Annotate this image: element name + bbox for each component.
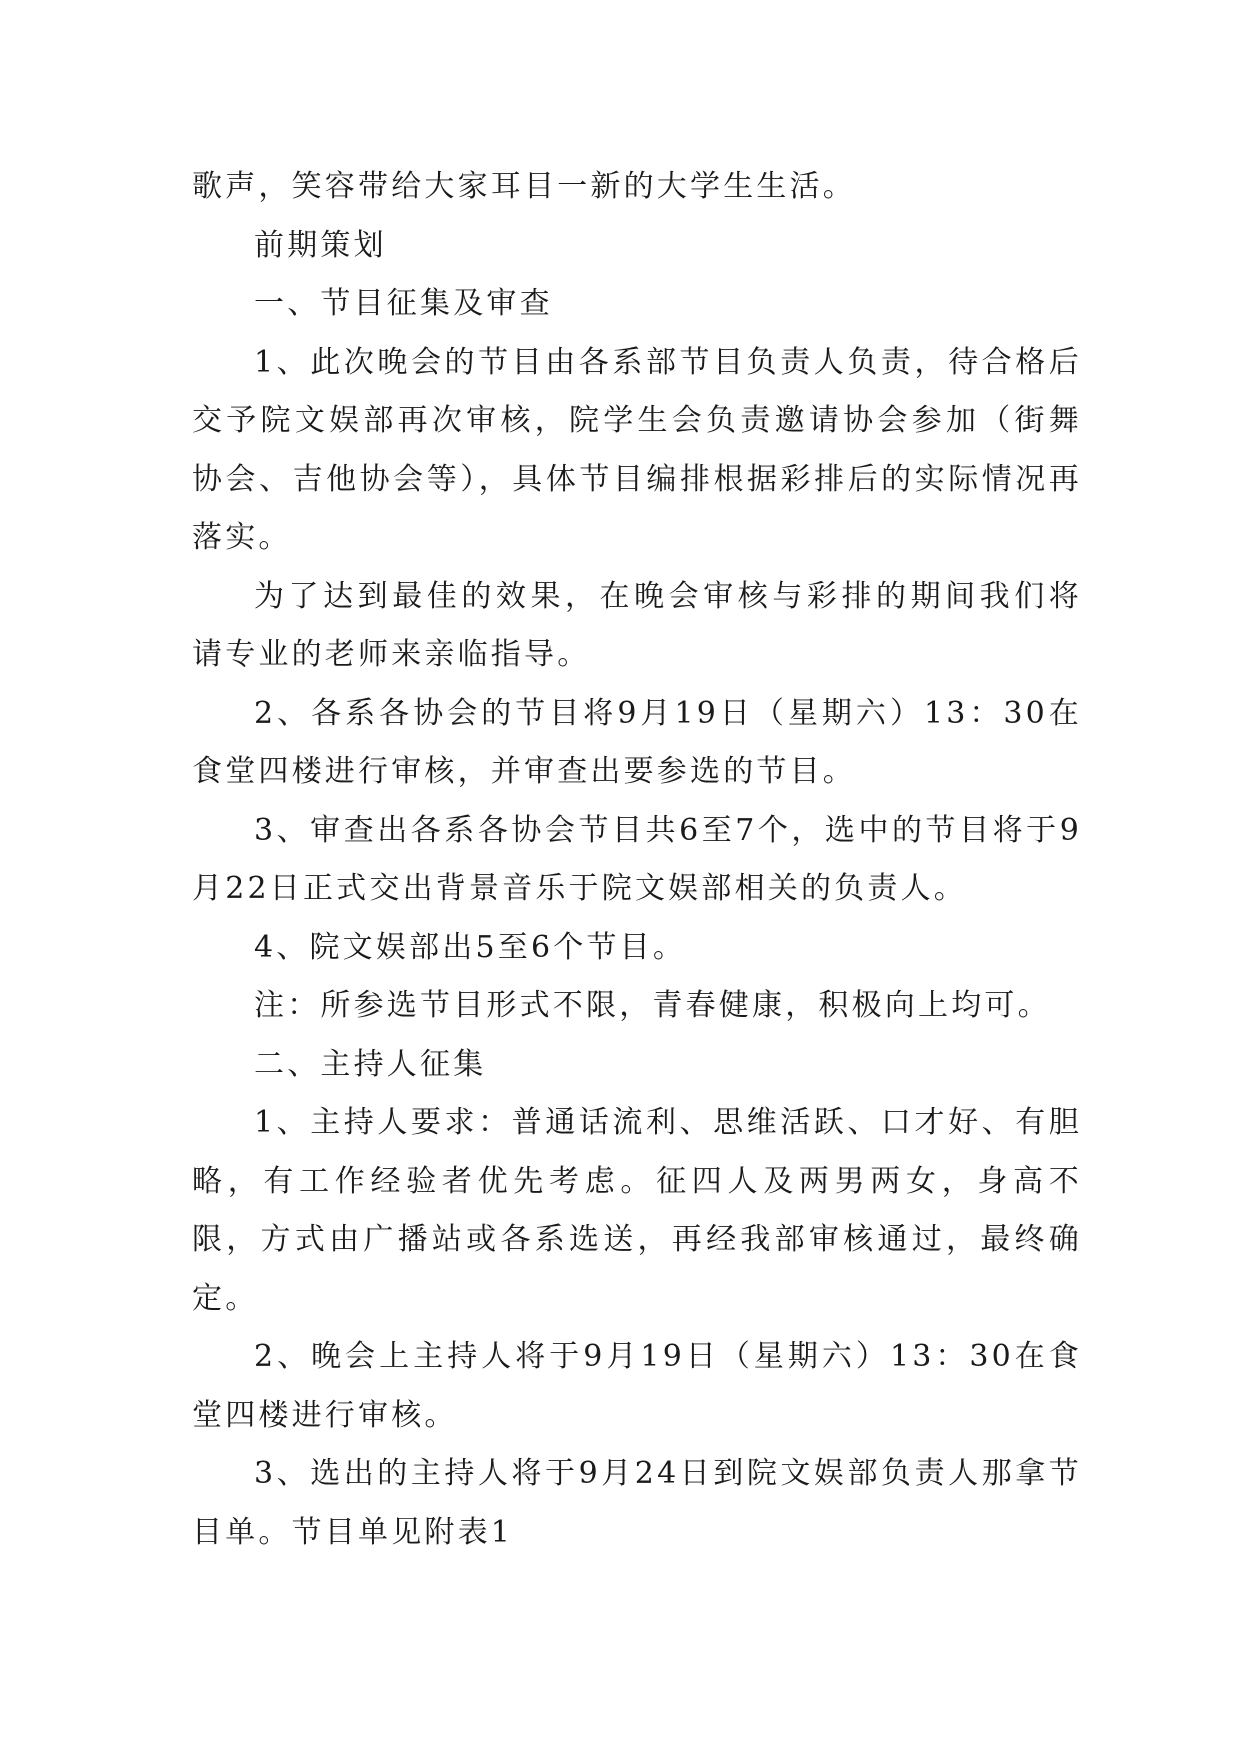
- paragraph-host-item-1: 1、主持人要求：普通话流利、思维活跃、口才好、有胆略，有工作经验者优先考虑。征四人及两男两女，身高不限，方式由广播站或各系选送，再经我部审核通过，最终确定。: [192, 1105, 1082, 1316]
- paragraph-program-item-2: 2、各系各协会的节目将9月19日（星期六）13：30在食堂四楼进行审核，并审查出要参选的节目。: [192, 695, 1082, 789]
- paragraph-program-item-3: 3、审查出各系各协会节目共6至7个，选中的节目将于9月22日正式交出背景音乐于院文娱部相关的负责人。: [192, 812, 1082, 906]
- paragraph-note: 注：所参选节目形式不限，青春健康，积极向上均可。: [254, 988, 1051, 1023]
- paragraph-host-item-3: 3、选出的主持人将于9月24日到院文娱部负责人那拿节目单。节目单见附表1: [192, 1456, 1082, 1550]
- paragraph-program-item-4: 4、院文娱部出5至6个节目。: [254, 929, 687, 965]
- paragraph-host-item-2: 2、晚会上主持人将于9月19日（星期六）13：30在食堂四楼进行审核。: [192, 1339, 1082, 1433]
- section-heading-program-collection: 一、节目征集及审查: [254, 286, 553, 321]
- paragraph-continuation: 歌声，笑容带给大家耳目一新的大学生生活。: [192, 169, 856, 204]
- paragraph-program-item-1: 1、此次晚会的节目由各系部节目负责人负责，待合格后交予院文娱部再次审核，院学生会负责邀请协会参加（街舞协会、吉他协会等），具体节目编排根据彩排后的实际情况再落实。: [192, 344, 1082, 555]
- section-heading-planning: 前期策划: [254, 227, 387, 263]
- document-body: [192, 158, 1082, 1562]
- section-heading-host-collection: 二、主持人征集: [254, 1046, 487, 1082]
- paragraph-guidance: 为了达到最佳的效果，在晚会审核与彩排的期间我们将请专业的老师来亲临指导。: [192, 578, 1082, 672]
